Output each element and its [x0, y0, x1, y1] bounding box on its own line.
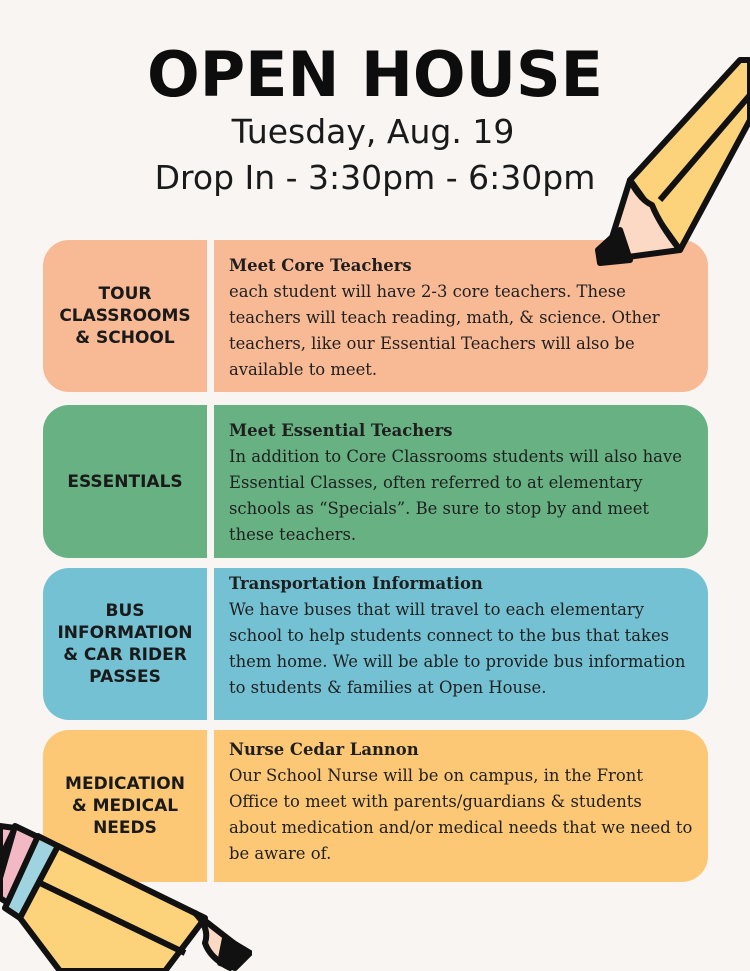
event-date: Tuesday, Aug. 19	[231, 112, 515, 151]
row-label: BUS INFORMATION & CAR RIDER PASSES	[57, 601, 193, 687]
row-content-box	[214, 568, 708, 720]
pencil-icon	[590, 55, 750, 270]
row-content-box	[214, 405, 708, 558]
row-body: In addition to Core Classrooms students will also have Essential Classes, often referred to at elementary schools as “Specials”. Be sure to stop by and meet these teachers.	[229, 447, 682, 544]
row-label: TOUR CLASSROOMS & SCHOOL	[59, 284, 191, 348]
row-label: ESSENTIALS	[67, 471, 183, 492]
row-label: MEDICATION & MEDICAL NEEDS	[65, 774, 185, 838]
event-time: Drop In - 3:30pm - 6:30pm	[154, 158, 596, 197]
row-content-box	[214, 730, 708, 882]
row-label-box	[43, 240, 207, 392]
info-row-bus	[43, 568, 708, 720]
row-label-box	[43, 405, 207, 558]
page-title: OPEN HOUSE	[147, 38, 603, 111]
row-body: each student will have 2-3 core teachers. These teachers will teach reading, math, & science. Other teachers, like our Essential Teachers will also be available to meet.	[229, 282, 660, 379]
row-label-box	[43, 568, 207, 720]
row-heading: Nurse Cedar Lannon	[229, 740, 419, 759]
pencil-icon	[0, 818, 252, 971]
row-heading: Meet Core Teachers	[229, 256, 412, 275]
row-heading: Transportation Information	[229, 574, 483, 593]
row-heading: Meet Essential Teachers	[229, 421, 453, 440]
row-body: Our School Nurse will be on campus, in the Front Office to meet with parents/guardians & students about medication and/or medical needs that we need to be aware of.	[229, 766, 693, 863]
row-body: We have buses that will travel to each elementary school to help students connect to the bus that takes them home. We will be able to provide bus information to students & families at Open House.	[229, 600, 686, 697]
info-row-essentials	[43, 405, 708, 558]
